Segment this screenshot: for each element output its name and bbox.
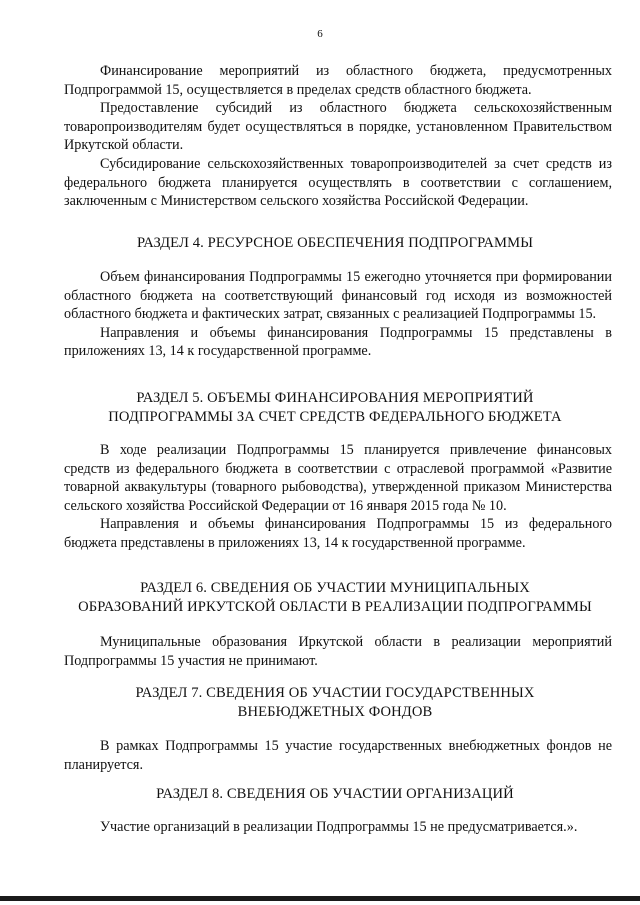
- paragraph: В рамках Подпрограммы 15 участие государственных внебюджетных фондов не планируется.: [64, 738, 612, 773]
- paragraph: Муниципальные образования Иркутской области в реализации мероприятий Подпрограммы 15 участия не принимают.: [64, 634, 612, 669]
- paragraph: Финансирование мероприятий из областного бюджета, предусмотренных Подпрограммой 15, осуществляется в пределах средств областного бюджета.: [64, 63, 612, 98]
- paragraph: Направления и объемы финансирования Подпрограммы 15 представлены в приложениях 13, 14 к государственной программе.: [64, 324, 612, 360]
- intro-text: [64, 62, 612, 211]
- paragraph: Объем финансирования Подпрограммы 15 ежегодно уточняется при формировании областного бюджета на соответствующий финансовый год исходя из возможностей областного бюджета и фактических затрат, связанных с реализацией Подпрограммы 15.: [64, 269, 612, 323]
- heading-line: РАЗДЕЛ 6. СВЕДЕНИЯ ОБ УЧАСТИИ МУНИЦИПАЛЬНЫХ: [140, 580, 530, 596]
- section-4-heading: [40, 234, 630, 253]
- page-number: 6: [317, 28, 323, 40]
- paragraph: Субсидирование сельскохозяйственных товаропроизводителей за счет средств из федерального бюджета планируется осуществлять в соответствии с соглашением, заключенным с Министерством сельского хозяйства Российской Федерации.: [64, 155, 612, 210]
- heading-line: РАЗДЕЛ 8. СВЕДЕНИЯ ОБ УЧАСТИИ ОРГАНИЗАЦИЙ: [156, 786, 514, 802]
- section-4-text: [64, 268, 612, 361]
- section-5-text: [64, 441, 612, 553]
- section-7-heading: [40, 684, 630, 722]
- heading-line: ВНЕБЮДЖЕТНЫХ ФОНДОВ: [237, 704, 433, 720]
- section-5-heading: [40, 389, 630, 427]
- section-6-heading: [40, 579, 630, 617]
- heading-line: ОБРАЗОВАНИЙ ИРКУТСКОЙ ОБЛАСТИ В РЕАЛИЗАЦИИ ПОДПРОГРАММЫ: [78, 599, 592, 615]
- heading-line: РАЗДЕЛ 5. ОБЪЕМЫ ФИНАНСИРОВАНИЯ МЕРОПРИЯТИЙ: [136, 390, 534, 406]
- section-7-text: [64, 737, 612, 774]
- paragraph: Участие организаций в реализации Подпрограммы 15 не предусматривается.».: [100, 819, 578, 835]
- heading-line: ПОДПРОГРАММЫ ЗА СЧЕТ СРЕДСТВ ФЕДЕРАЛЬНОГО БЮДЖЕТА: [108, 409, 562, 425]
- heading-line: РАЗДЕЛ 7. СВЕДЕНИЯ ОБ УЧАСТИИ ГОСУДАРСТВЕННЫХ: [135, 685, 535, 701]
- paragraph: Предоставление субсидий из областного бюджета сельскохозяйственным товаропроизводителям будет осуществляться в порядке, установленном Правительством Иркутской области.: [64, 100, 612, 154]
- section-8-heading: [40, 785, 630, 804]
- paragraph: Направления и объемы финансирования Подпрограммы 15 из федерального бюджета представлены в приложениях 13, 14 к государственной программе.: [64, 516, 612, 551]
- heading-line: РАЗДЕЛ 4. РЕСУРСНОЕ ОБЕСПЕЧЕНИЯ ПОДПРОГРАММЫ: [136, 235, 534, 251]
- section-8-text: [64, 818, 612, 837]
- paragraph: В ходе реализации Подпрограммы 15 планируется привлечение финансовых средств из федерального бюджета в соответствии с отраслевой программой «Развитие товарной аквакультуры (товарного рыбоводства), утвержденной приказом Министерства сельского хозяйства Российской Федерации от 16 января 2015 года № 10.: [64, 442, 612, 514]
- scan-edge-line: [0, 896, 640, 901]
- section-6-text: [64, 633, 612, 670]
